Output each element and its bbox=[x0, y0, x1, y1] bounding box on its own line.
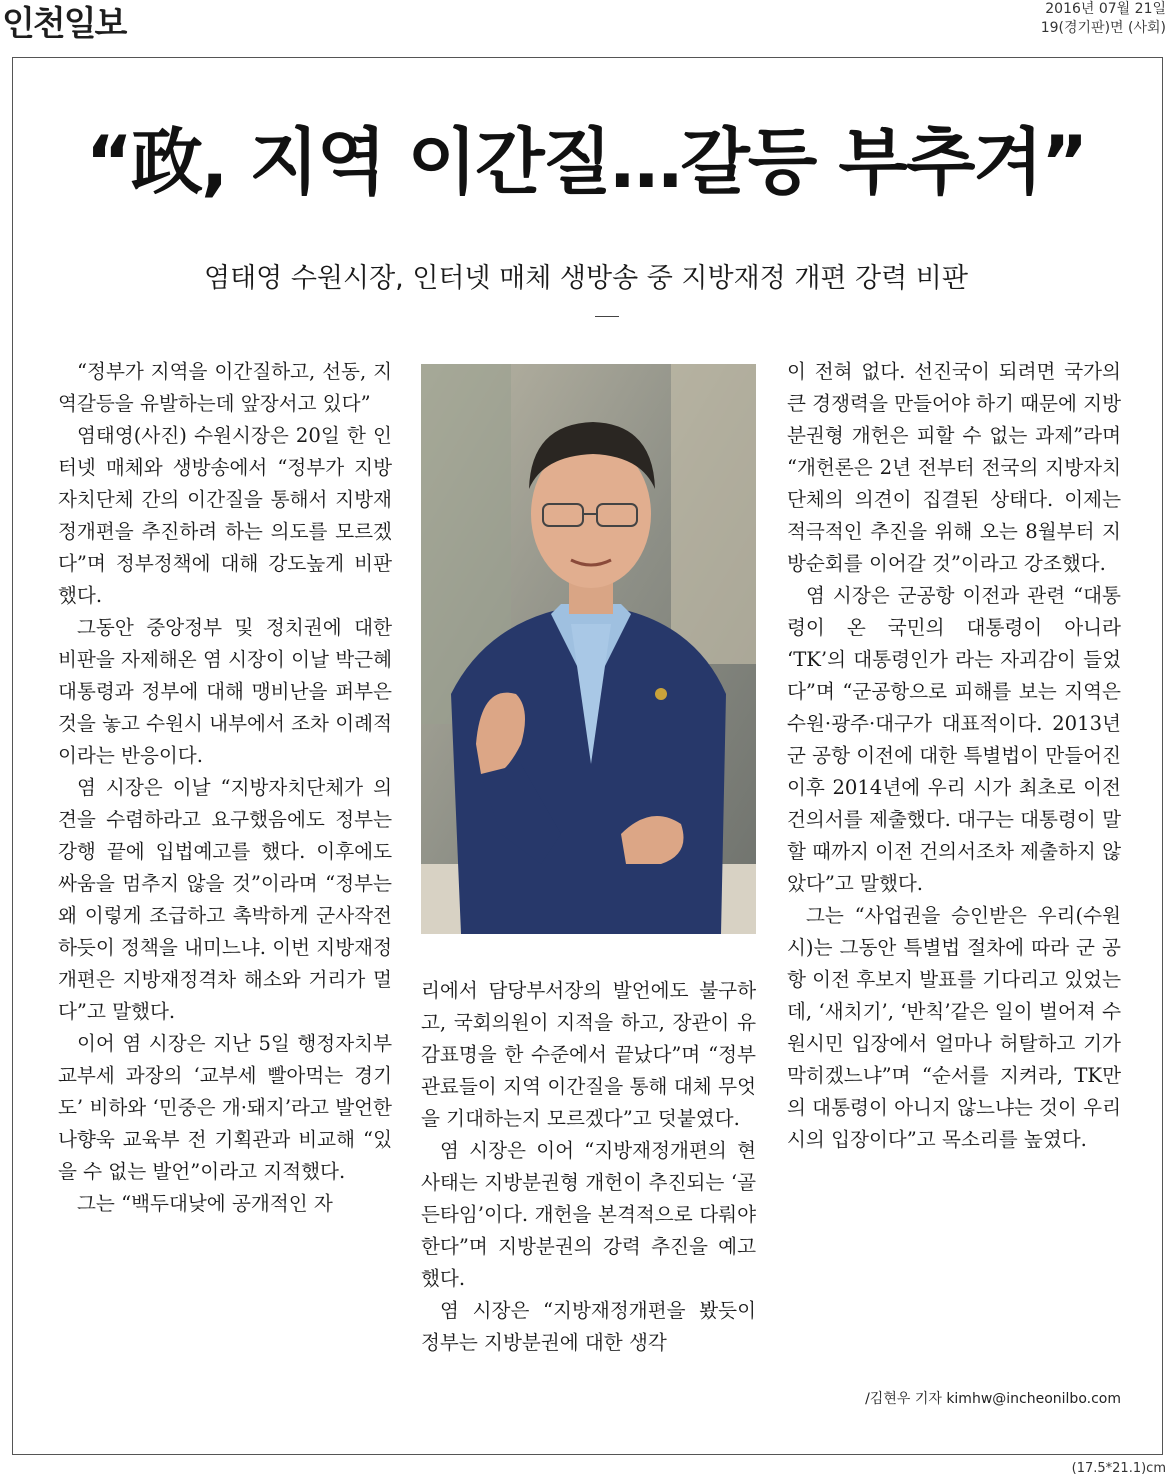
edition-date: 2016년 07월 21일 bbox=[1045, 1, 1166, 17]
paragraph: 염 시장은 이어 “지방재정개편의 현 사태는 지방분권형 개헌이 추진되는 ‘골든타임’이다. 개헌을 본격적으로 다뤄야한다”며 지방분권의 강력 추진을 예고했다. bbox=[421, 1139, 756, 1290]
article-photo bbox=[421, 364, 756, 934]
paragraph: 그는 “백두대낮에 공개적인 자 bbox=[77, 1192, 333, 1215]
paragraph: “정부가 지역을 이간질하고, 선동, 지역갈등을 유발하는데 앞장서고 있다” bbox=[58, 360, 392, 415]
paragraph: 염 시장은 이날 “지방자치단체가 의견을 수렴하라고 요구했음에도 정부는 강행 끝에 입법예고를 했다. 이후에도 싸움을 멈추지 않을 것”이라며 “정부는 왜 이렇게 조급하고 촉박하게 군사작전 하듯이 정책을 내미느냐. 이번 지방재정개편은 지방재정격차 해소와 거리가 멀다”고 말했다. bbox=[58, 776, 392, 1023]
paragraph: 염 시장은 군공항 이전과 관련 “대통령이 온 국민의 대통령이 아니라 ‘TK’의 대통령인가 라는 자괴감이 들었다”며 “군공항으로 피해를 보는 지역은 수원·광주·대구가 대표적이다. 2013년 군 공항 이전에 대한 특별법이 만들어진 이후 2014년에 우리 시가 최초로 이전 건의서를 제출했다. 대구는 대통령이 말할 때까지 이전 건의서조차 제출하지 않았다”고 말했다. bbox=[787, 584, 1121, 895]
byline: /김현우 기자 kimhw@incheonilbo.com bbox=[865, 1391, 1121, 1407]
divider bbox=[595, 316, 619, 317]
article-column-3 bbox=[787, 356, 1121, 1156]
edition-info bbox=[1041, 0, 1166, 38]
paragraph: 리에서 담당부서장의 발언에도 불구하고, 국회의원이 지적을 하고, 장관이 유감표명을 한 수준에서 끝났다”며 “정부 관료들이 지역 이간질을 통해 대체 무엇을 기대하는지 모르겠다”고 덧붙였다. bbox=[421, 979, 756, 1130]
edition-page: 19(경기판)면 (사회) bbox=[1040, 20, 1166, 36]
paragraph: 이 전혀 없다. 선진국이 되려면 국가의 큰 경쟁력을 만들어야 하기 때문에 지방분권형 개헌은 피할 수 없는 과제”라며 “개헌론은 2년 전부터 전국의 지방자치단체의 의견이 집결된 상태다. 이제는 적극적인 추진을 위해 오는 8월부터 지방순회를 이어갈 것”이라고 강조했다. bbox=[787, 360, 1121, 575]
paragraph: 그동안 중앙정부 및 정치권에 대한 비판을 자제해온 염 시장이 이날 박근혜 대통령과 정부에 대해 맹비난을 퍼부은 것을 놓고 수원시 내부에서 조차 이례적이라는 반응이다. bbox=[58, 616, 392, 767]
paragraph: 이어 염 시장은 지난 5일 행정자치부 교부세 과장의 ‘교부세 빨아먹는 경기도’ 비하와 ‘민중은 개·돼지’라고 발언한 나향욱 교육부 전 기획관과 비교해 “있을 수 없는 발언”이라고 지적했다. bbox=[58, 1032, 392, 1183]
portrait-illustration bbox=[421, 364, 756, 934]
masthead-logo: 인천일보 bbox=[2, 4, 126, 44]
article-column-1 bbox=[58, 356, 392, 1220]
subheadline: 염태영 수원시장, 인터넷 매체 생방송 중 지방재정 개편 강력 비판 bbox=[204, 263, 968, 294]
paragraph: 염 시장은 “지방재정개편을 봤듯이 정부는 지방분권에 대한 생각 bbox=[421, 1299, 756, 1354]
article-column-2 bbox=[421, 975, 756, 1359]
clipping-size: (17.5*21.1)cm bbox=[1071, 1461, 1166, 1476]
paragraph: 염태영(사진) 수원시장은 20일 한 인터넷 매체와 생방송에서 “정부가 지방자치단체 간의 이간질을 통해서 지방재정개편을 추진하려 하는 의도를 모르겠다”며 정부정책에 대해 강도높게 비판했다. bbox=[58, 424, 392, 607]
headline: “政, 지역 이간질…갈등 부추겨” bbox=[85, 120, 1087, 204]
paragraph: 그는 “사업권을 승인받은 우리(수원시)는 그동안 특별법 절차에 따라 군 공항 이전 후보지 발표를 기다리고 있었는데, ‘새치기’, ‘반칙’같은 일이 벌어져 수원시민 입장에서 얼마나 허탈하고 기가 막히겠느냐”며 “순서를 지켜라, TK만의 대통령이 아니지 않느냐는 것이 우리 시의 입장이다”고 목소리를 높였다. bbox=[787, 904, 1121, 1151]
